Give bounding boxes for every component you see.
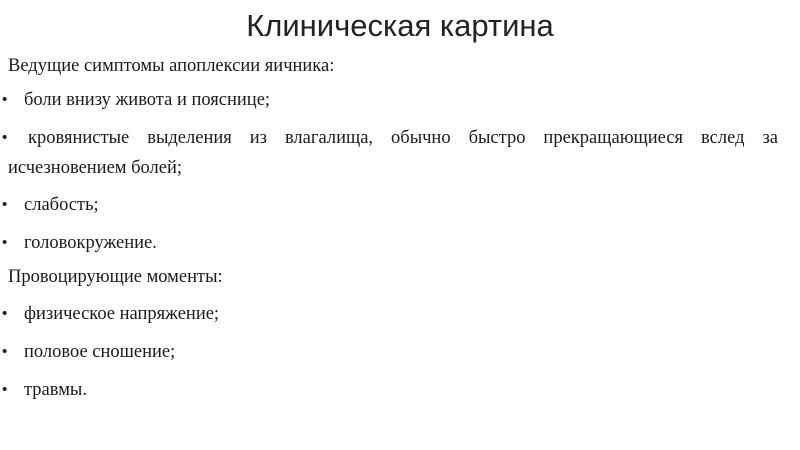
list-item bbox=[2, 123, 778, 183]
list-item bbox=[2, 227, 778, 259]
bullet-icon: • bbox=[2, 91, 8, 108]
list-item-text: физическое напряжение; bbox=[24, 304, 220, 324]
bullet-icon: • bbox=[2, 343, 8, 360]
slide-title: Клиническая картина bbox=[246, 8, 554, 43]
bullet-icon: • bbox=[2, 196, 8, 213]
slide-body bbox=[2, 50, 778, 406]
bullet-icon: • bbox=[2, 234, 8, 251]
list-item-text: боли внизу живота и пояснице; bbox=[24, 90, 271, 110]
symptoms-heading: Ведущие симптомы апоплексии яичника: bbox=[8, 56, 335, 76]
list-item-text: травмы. bbox=[24, 380, 87, 400]
list-item bbox=[2, 189, 778, 221]
list-item bbox=[2, 374, 778, 406]
triggers-heading: Провоцирующие моменты: bbox=[8, 267, 223, 287]
list-item-text: головокружение. bbox=[24, 233, 157, 253]
list-item-text: половое сношение; bbox=[24, 342, 176, 362]
list-item bbox=[2, 336, 778, 368]
list-item bbox=[2, 84, 778, 116]
bullet-icon: • bbox=[2, 129, 8, 146]
bullet-icon: • bbox=[2, 305, 8, 322]
list-item-text: слабость; bbox=[24, 195, 99, 215]
list-item bbox=[2, 298, 778, 330]
list-item-text: кровянистые выделения из влагалища, обычно быстро прекращающиеся вслед за исчезновением болей; bbox=[8, 128, 778, 178]
bullet-icon: • bbox=[2, 381, 8, 398]
